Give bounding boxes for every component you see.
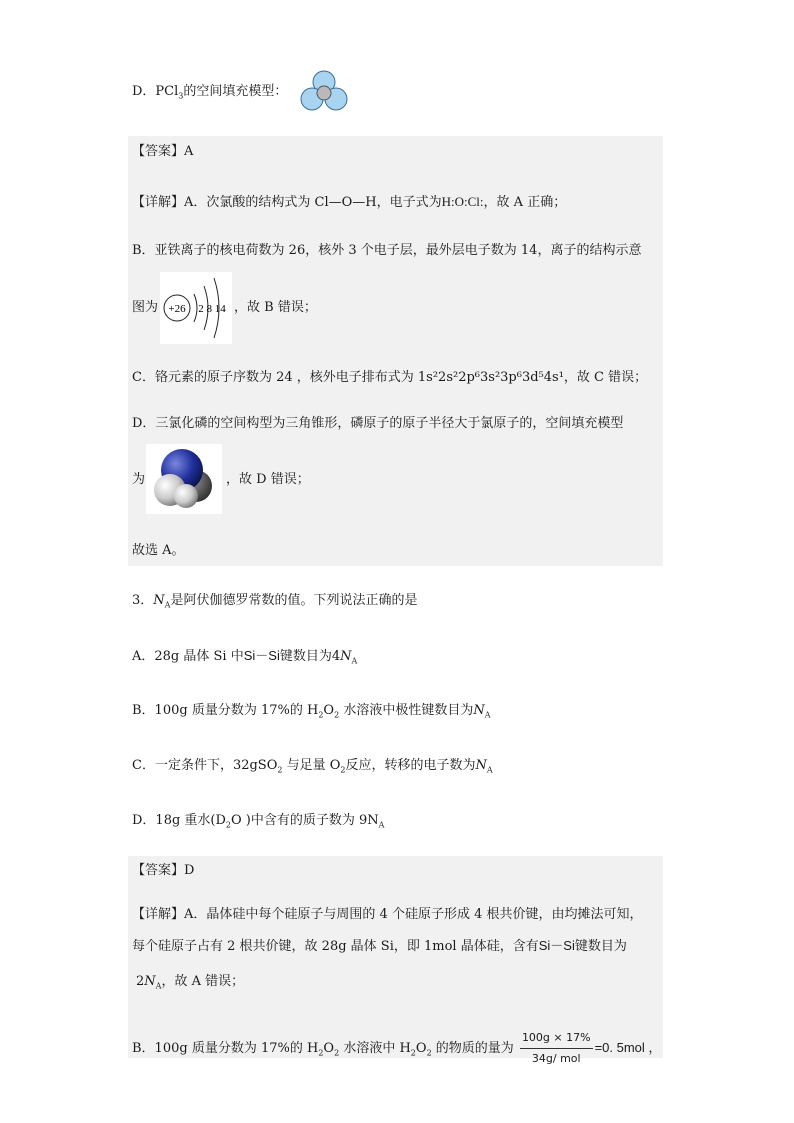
q3-answer: 【答案】D bbox=[132, 863, 195, 878]
electron-formula: H:O:Cl: bbox=[441, 194, 484, 209]
q3-detail-a-line3: $2N_A$，故 A 错误； bbox=[136, 974, 245, 991]
q2-detail-b-conclusion: ，故 B 错误； bbox=[234, 300, 317, 315]
q2-option-d: D．PCl$_3$的空间填充模型： bbox=[132, 84, 288, 101]
q3-option-c: C．一定条件下，32gSO$_2$ 与足量 $O_2$反应，转移的电子数为$N_A$ bbox=[132, 758, 493, 775]
cr-electron-config: 1s²2s²2p⁶3s²3p⁶3d⁵4s¹ bbox=[417, 370, 564, 385]
ion-shells-label: 2 8 14 bbox=[198, 303, 226, 315]
ion-nucleus-label: +26 bbox=[168, 303, 186, 315]
q2-answer: 【答案】A bbox=[132, 144, 194, 159]
q2-conclusion: 故选 A。 bbox=[132, 543, 185, 558]
nh3-space-filling-model-icon bbox=[146, 444, 222, 514]
q3-option-b: B．100g 质量分数为 17%的 $H_2O_2$ 水溶液中极性键数目为$N_A$ bbox=[132, 703, 491, 720]
q3-detail-a-line2: 每个硅原子占有 2 根共价键，故 28g 晶体 Si，即 1mol 晶体硅，含有Si－Si键数目为 bbox=[132, 938, 627, 954]
q3-option-d: D．18g 重水($D_2O$ )中含有的质子数为 $9N_A$ bbox=[132, 813, 385, 830]
q2-detail-d-prefix: 为 bbox=[132, 472, 146, 487]
fe-ion-structure-diagram bbox=[160, 272, 232, 344]
q3-option-a: A．28g 晶体 Si 中Si－Si键数目为$4N_A$ bbox=[132, 648, 358, 666]
q2-detail-d-conclusion: ，故 D 错误； bbox=[226, 472, 310, 487]
pcl3-space-filling-model-icon bbox=[298, 68, 350, 114]
q3-detail-a-line1: 【详解】A．晶体硅中每个硅原子与周围的 4 个硅原子形成 4 根共价键，由均摊法可知， bbox=[132, 907, 643, 922]
q2-detail-a: 【详解】A．次氯酸的结构式为 Cl—O—H，电子式为H:O:Cl:，故 A 正确； bbox=[132, 194, 567, 210]
q2-detail-b-line1: B．亚铁离子的核电荷数为 26，核外 3 个电子层，最外层电子数为 14，离子的结构示意 bbox=[132, 243, 642, 258]
q2-detail-b-line2: 图为 bbox=[132, 300, 159, 315]
q2-detail-c: C．铬元素的原子序数为 24 ，核外电子排布式为 1s²2s²2p⁶3s²3p⁶3d⁵4s¹，故 C 错误； bbox=[132, 370, 648, 385]
q2-detail-d-line1: D．三氯化磷的空间构型为三角锥形，磷原子的原子半径大于氯原子的，空间填充模型 bbox=[132, 416, 624, 431]
q3-detail-b: B．100g 质量分数为 17%的 $H_2O_2$ 水溶液中 $H_2O_2$ 的物质的量为 $\frac{100g \times 17\%}{\text{34g/ mol}}$ =0. 5mol ， bbox=[132, 1028, 661, 1069]
mole-fraction: $\frac{100g \times 17\%}{\text{34g/ mol}}$ bbox=[520, 1028, 593, 1069]
q3-stem: 3．$N_A$是阿伏伽德罗常数的值。下列说法正确的是 bbox=[132, 593, 418, 610]
